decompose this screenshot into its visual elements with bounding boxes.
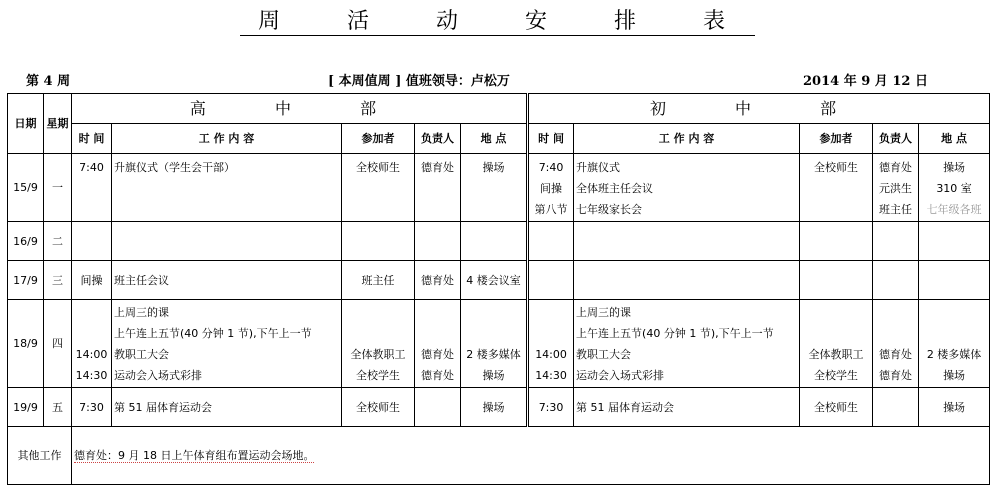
junior-content: 第 51 届体育运动会 <box>574 388 800 427</box>
senior-owner-line: 德育处 <box>421 348 454 361</box>
senior-content-line: 上周三的课 <box>114 305 169 319</box>
header-row-sections <box>8 94 990 124</box>
senior-participants <box>342 300 415 388</box>
senior-content: 班主任会议 <box>112 261 342 300</box>
junior-content <box>574 154 800 222</box>
other-work-label: 其他工作 <box>8 427 72 485</box>
senior-time: 间操 <box>72 261 112 300</box>
senior-time-line: 14:30 <box>75 369 108 382</box>
table-row <box>8 154 990 222</box>
junior-time-line: 14:30 <box>535 369 567 382</box>
row-weekday: 五 <box>44 388 72 427</box>
other-work-row <box>8 427 990 485</box>
junior-participants: 全校师生 <box>800 154 873 222</box>
junior-content-header: 工 作 内 容 <box>574 124 800 154</box>
senior-content <box>112 300 342 388</box>
junior-owner-line: 德育处 <box>879 161 913 174</box>
senior-owner-line: 德育处 <box>421 369 454 382</box>
other-work-note: 德育处：9 月 18 日上午体育组布置运动会场地。 <box>74 449 315 462</box>
junior-content-line: 运动会入场式彩排 <box>576 368 665 382</box>
junior-time-line: 间操 <box>540 182 563 195</box>
other-work-text <box>72 427 990 485</box>
senior-content: 升旗仪式（学生会干部） <box>112 154 342 222</box>
junior-owner <box>873 154 919 222</box>
junior-content-line: 教职工大会 <box>576 347 632 361</box>
row-date: 15/9 <box>8 154 44 222</box>
junior-owner-line: 德育处 <box>879 369 913 382</box>
duty-leader: [ 本周值周 ] 值班领导：卢松万 <box>328 74 510 89</box>
junior-owner-line: 元洪生 <box>879 182 913 195</box>
junior-time <box>528 154 574 222</box>
senior-owner-header: 负责人 <box>415 124 461 154</box>
row-date: 17/9 <box>8 261 44 300</box>
junior-participants: 全校师生 <box>800 388 873 427</box>
header-row-columns <box>8 124 990 154</box>
senior-participants: 班主任 <box>342 261 415 300</box>
junior-participants-line: 全体教职工 <box>808 348 864 361</box>
senior-section-header: 高 中 部 <box>72 94 528 124</box>
senior-content-line: 上午连上五节(40 分钟 1 节),下午上一节 <box>114 326 312 340</box>
senior-participants: 全校师生 <box>342 154 415 222</box>
junior-content-line: 全体班主任会议 <box>576 182 654 195</box>
row-weekday: 三 <box>44 261 72 300</box>
junior-participants <box>800 300 873 388</box>
junior-time-line: 14:00 <box>535 348 567 361</box>
senior-participants-header: 参加者 <box>342 124 415 154</box>
row-weekday: 二 <box>44 222 72 261</box>
senior-owner: 德育处 <box>415 154 461 222</box>
junior-time <box>528 300 574 388</box>
weekday-column-header: 星期 <box>44 94 72 154</box>
junior-place-line: 七年级各班 <box>926 203 982 216</box>
row-date: 19/9 <box>8 388 44 427</box>
junior-content-line: 七年级家长会 <box>576 203 643 216</box>
row-weekday: 一 <box>44 154 72 222</box>
junior-place-header: 地 点 <box>919 124 990 154</box>
senior-content-header: 工 作 内 容 <box>112 124 342 154</box>
junior-time-line: 7:40 <box>538 161 564 174</box>
senior-time: 7:40 <box>72 154 112 222</box>
junior-owner-line: 班主任 <box>879 203 913 216</box>
junior-place <box>919 300 990 388</box>
junior-place: 操场 <box>919 388 990 427</box>
junior-owner <box>873 300 919 388</box>
senior-content-line: 运动会入场式彩排 <box>114 368 202 382</box>
junior-participants-line: 全校学生 <box>814 369 859 382</box>
senior-owner <box>415 388 461 427</box>
senior-place <box>461 300 528 388</box>
row-weekday: 四 <box>44 300 72 388</box>
junior-place-line: 操场 <box>943 161 966 174</box>
junior-participants-header: 参加者 <box>800 124 873 154</box>
table-row <box>8 222 990 261</box>
senior-place: 操场 <box>461 154 528 222</box>
junior-place-line: 操场 <box>943 369 966 382</box>
junior-content <box>574 300 800 388</box>
junior-section-header: 初 中 部 <box>528 94 990 124</box>
junior-owner-line: 德育处 <box>879 348 913 361</box>
senior-owner: 德育处 <box>415 261 461 300</box>
row-date: 16/9 <box>8 222 44 261</box>
junior-time: 7:30 <box>528 388 574 427</box>
senior-content-line: 教职工大会 <box>114 347 169 361</box>
junior-place-line: 310 室 <box>936 182 972 195</box>
senior-owner <box>415 300 461 388</box>
senior-place: 操场 <box>461 388 528 427</box>
junior-place <box>919 154 990 222</box>
schedule-table <box>7 93 990 485</box>
junior-owner <box>873 388 919 427</box>
junior-content-line: 上午连上五节(40 分钟 1 节),下午上一节 <box>576 326 774 340</box>
senior-place-line: 操场 <box>482 369 505 382</box>
senior-time <box>72 300 112 388</box>
junior-time-line: 第八节 <box>534 203 568 216</box>
senior-participants-line: 全校学生 <box>356 369 400 382</box>
senior-time: 7:30 <box>72 388 112 427</box>
senior-content: 第 51 届体育运动会 <box>112 388 342 427</box>
senior-participants: 全校师生 <box>342 388 415 427</box>
table-row <box>8 300 990 388</box>
date-column-header: 日期 <box>8 94 44 154</box>
junior-time-header: 时 间 <box>528 124 574 154</box>
senior-place-line: 2 楼多媒体 <box>466 348 521 361</box>
junior-owner-header: 负责人 <box>873 124 919 154</box>
senior-time-line: 14:00 <box>75 348 108 361</box>
senior-place-header: 地 点 <box>461 124 528 154</box>
junior-content-line: 升旗仪式 <box>576 161 621 174</box>
senior-participants-line: 全体教职工 <box>350 348 406 361</box>
week-number: 第 4 周 <box>26 74 71 89</box>
report-date: 2014 年 9 月 12 日 <box>803 74 928 89</box>
senior-place: 4 楼会议室 <box>461 261 528 300</box>
junior-place-line: 2 楼多媒体 <box>926 348 982 361</box>
row-date: 18/9 <box>8 300 44 388</box>
senior-time-header: 时 间 <box>72 124 112 154</box>
page-title: 周 活 动 安 排 表 <box>0 4 995 35</box>
table-row <box>8 261 990 300</box>
table-row <box>8 388 990 427</box>
junior-content-line: 上周三的课 <box>576 305 632 319</box>
